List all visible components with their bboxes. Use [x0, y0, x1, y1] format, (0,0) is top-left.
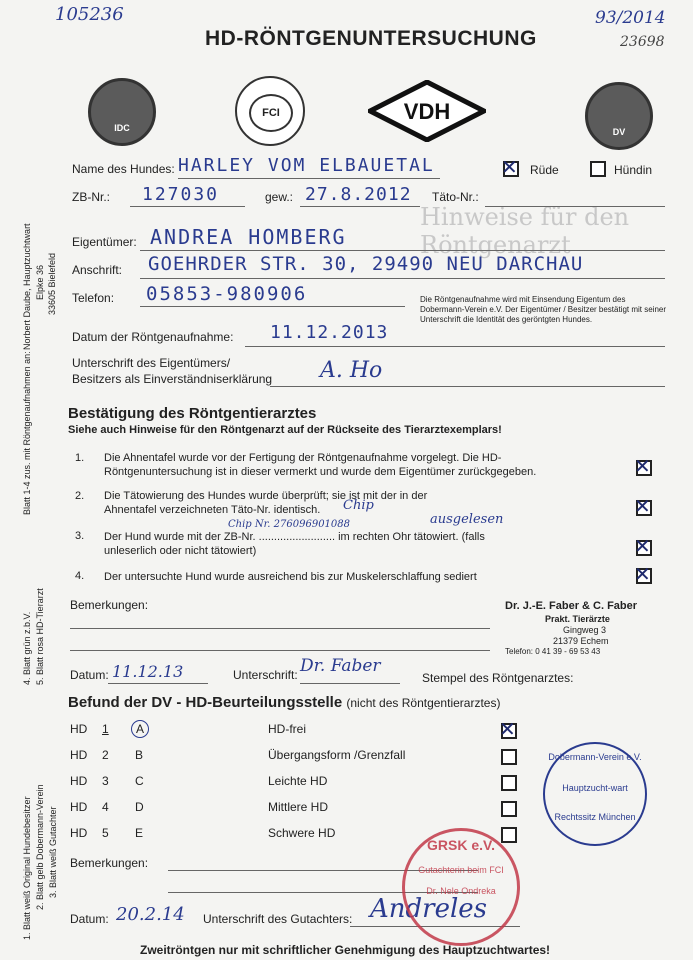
tattoo-label: Täto-Nr.: [432, 190, 479, 204]
dv-row-checkbox[interactable] [501, 775, 517, 791]
dv-heading: Befund der DV - HD-Beurteilungsstelle (nicht des Röntgentierarztes) [68, 694, 501, 711]
vdh-logo-text: VDH [403, 99, 451, 124]
owner-value[interactable]: ANDREA HOMBERG [150, 225, 347, 249]
dv-date-label: Datum: [70, 912, 109, 926]
item-2-text: Die Tätowierung des Hundes wurde überprüft; sie ist mit der in der Ahnentafel verzeichneten Täto-Nr. identisch. [104, 490, 428, 516]
zb-label: ZB-Nr.: [72, 190, 110, 204]
vet-stamp-city: 21379 Echem [553, 636, 609, 646]
vet-stamp-street: Gingweg 3 [563, 625, 607, 635]
dv-row-checkbox[interactable] [501, 749, 517, 765]
vet-remarks-label: Bemerkungen: [70, 598, 149, 612]
sidebar-sheet-4: 4. Blatt grün z.b.V. [22, 611, 32, 685]
dv-row-grade-number: 3 [102, 774, 109, 788]
dv-row-grade-letter: C [135, 774, 144, 788]
vet-subheading: Siehe auch Hinweise für den Röntgenarzt auf der Rückseite des Tierarztexemplars! [68, 424, 502, 436]
sidebar-sheet-5: 5. Blatt rosa HD-Tierarzt [35, 588, 45, 685]
male-checkbox[interactable]: ✕ [501, 155, 518, 179]
item-3-number: 3. [75, 530, 85, 542]
sidebar-sheet-2: 2. Blatt gelb Dobermann-Verein [35, 784, 45, 910]
archive-number: 105236 [55, 4, 124, 25]
item-1-number: 1. [75, 452, 85, 464]
dv-row-grade-number: 4 [102, 800, 109, 814]
name-label: Name des Hundes: [72, 162, 175, 176]
dv-row-hd-label: HD [70, 826, 88, 840]
vet-date-value[interactable]: 11.12.13 [112, 662, 184, 681]
dv-row-grade-letter: D [135, 800, 144, 814]
page-title: HD-RÖNTGENUNTERSUCHUNG [205, 27, 537, 50]
dv-row-checkbox[interactable]: ✕ [499, 717, 516, 741]
item-1-text: Die Ahnentafel wurde vor der Fertigung der Röntgenaufnahme vorgelegt. Die HD-Röntgenuntersuchung ist in dieser vermerkt und wurde dem Eigentümer zurückgegeben. [104, 452, 537, 478]
sidebar-sheet-1: 1. Blatt weiß Original Hundebesitzer [22, 796, 32, 940]
phone-label: Telefon: [72, 291, 115, 305]
birthdate-value[interactable]: 27.8.2012 [305, 184, 412, 205]
female-label: Hündin [614, 163, 653, 177]
idc-logo [88, 78, 156, 146]
phone-value[interactable]: 05853-980906 [146, 283, 308, 305]
vet-stamp-title: Prakt. Tierärzte [545, 614, 610, 624]
owner-label: Eigentümer: [72, 235, 137, 249]
fci-logo-text: FCI [249, 94, 293, 132]
dv-row-description: Leichte HD [268, 774, 328, 788]
address-value[interactable]: GOEHRDER STR. 30, 29490 NEU DARCHAU [148, 253, 584, 275]
idc-logo-text: IDC [114, 123, 130, 133]
item-2-checkbox[interactable]: ✕ [634, 494, 651, 518]
fci-logo [235, 76, 305, 146]
dv-row-description: Mittlere HD [268, 800, 329, 814]
dv-remarks-label: Bemerkungen: [70, 856, 149, 870]
vet-stamp-label: Stempel des Röntgenarztes: [422, 671, 574, 685]
item-3-text: Der Hund wurde mit der ZB-Nr. ......................... im rechten Ohr tätowiert. (falls unleserlich oder nicht tätowiert) [104, 531, 485, 557]
sidebar-sheet-3: 3. Blatt weiß Gutachter [48, 806, 58, 898]
dv-row-description: Schwere HD [268, 826, 336, 840]
xray-date-value[interactable]: 11.12.2013 [270, 322, 389, 343]
dv-logo-text: DV [612, 127, 626, 137]
sidebar-address: Norbert Daube, Hauptzuchtwart [22, 223, 32, 350]
female-checkbox[interactable] [590, 161, 606, 177]
xray-date-label: Datum der Röntgenaufnahme: [72, 330, 234, 344]
dv-row-grade-letter: E [135, 826, 144, 840]
dv-logo [585, 82, 653, 150]
vet-date-label: Datum: [70, 668, 109, 682]
owner-signature[interactable]: A. Ho [320, 358, 383, 383]
sidebar-address-3: 33605 Bielefeld [47, 252, 57, 315]
ownership-notice: Die Röntgenaufnahme wird mit Einsendung Eigentum des Dobermann-Verein e.V. Der Eigentümer / Besitzer bestätigt mit seiner Unterschrift die Identität des geröntgten Hundes. [420, 295, 667, 324]
dv-row-hd-label: HD [70, 800, 88, 814]
vet-signature[interactable]: Dr. Faber [300, 656, 381, 676]
sidebar-address-2: Elpke 36 [35, 264, 45, 300]
owner-signature-label-2: Besitzers als Einverständniserklärung [72, 372, 273, 386]
dv-row-grade-letter: A [131, 720, 149, 738]
ghost-text: Hinweise für den Röntgenarzt [420, 203, 630, 259]
item-1-checkbox[interactable]: ✕ [634, 454, 651, 478]
dv-blue-stamp: Dobermann-Verein e.V. Hauptzucht-wart Rechtssitz München [543, 742, 647, 846]
address-label: Anschrift: [72, 263, 123, 277]
read-note: ausgelesen [430, 512, 504, 527]
chip-number: Chip Nr. 276096901088 [228, 519, 351, 530]
vet-stamp-phone: Telefon: 0 41 39 - 69 53 43 [505, 647, 601, 656]
dv-row-checkbox[interactable] [501, 801, 517, 817]
birthdate-label: gew.: [265, 190, 294, 204]
dv-row-hd-label: HD [70, 774, 88, 788]
dv-row-grade-number: 2 [102, 748, 109, 762]
case-number: 93/2014 [595, 8, 666, 28]
vet-heading: Bestätigung des Röntgentierarztes [68, 405, 317, 422]
dv-signature-label: Unterschrift des Gutachters: [203, 912, 353, 926]
case-number-2: 23698 [620, 34, 665, 50]
owner-signature-label-1: Unterschrift des Eigentümers/ [72, 356, 231, 370]
footer-note: Zweitröntgen nur mit schriftlicher Genehmigung des Hauptzuchtwartes! [140, 943, 551, 957]
chip-note: Chip [343, 498, 374, 513]
dv-row-grade-number: 5 [102, 826, 109, 840]
dv-date-value[interactable]: 20.2.14 [116, 904, 185, 925]
vdh-logo [368, 80, 486, 142]
dv-signature[interactable]: Andreles [370, 894, 488, 924]
item-4-number: 4. [75, 570, 85, 582]
item-2-number: 2. [75, 490, 85, 502]
item-4-checkbox[interactable]: ✕ [634, 562, 651, 586]
dv-row-grade-letter: B [135, 748, 144, 762]
vet-stamp-name: Dr. J.-E. Faber & C. Faber [505, 600, 638, 612]
zb-value[interactable]: 127030 [142, 184, 220, 205]
grsk-red-stamp: GRSK e.V. Gutachterin beim FCI Dr. Nele Ondreka [402, 828, 520, 946]
dv-row-grade-number: 1 [102, 722, 109, 736]
dv-row-description: Übergangsform /Grenzfall [268, 748, 406, 762]
sidebar-send-note: Blatt 1-4 zus. mit Röntgenaufnahmen an: [22, 351, 32, 515]
item-3-checkbox[interactable]: ✕ [634, 534, 651, 558]
male-label: Rüde [530, 163, 559, 177]
vet-signature-label: Unterschrift: [233, 668, 298, 682]
dv-row-hd-label: HD [70, 748, 88, 762]
item-4-text: Der untersuchte Hund wurde ausreichend bis zur Muskelerschlaffung sediert [104, 571, 477, 583]
dog-name-value[interactable]: HARLEY VOM ELBAUETAL [178, 155, 435, 176]
dv-row-hd-label: HD [70, 722, 88, 736]
dv-row-description: HD-frei [268, 722, 306, 736]
